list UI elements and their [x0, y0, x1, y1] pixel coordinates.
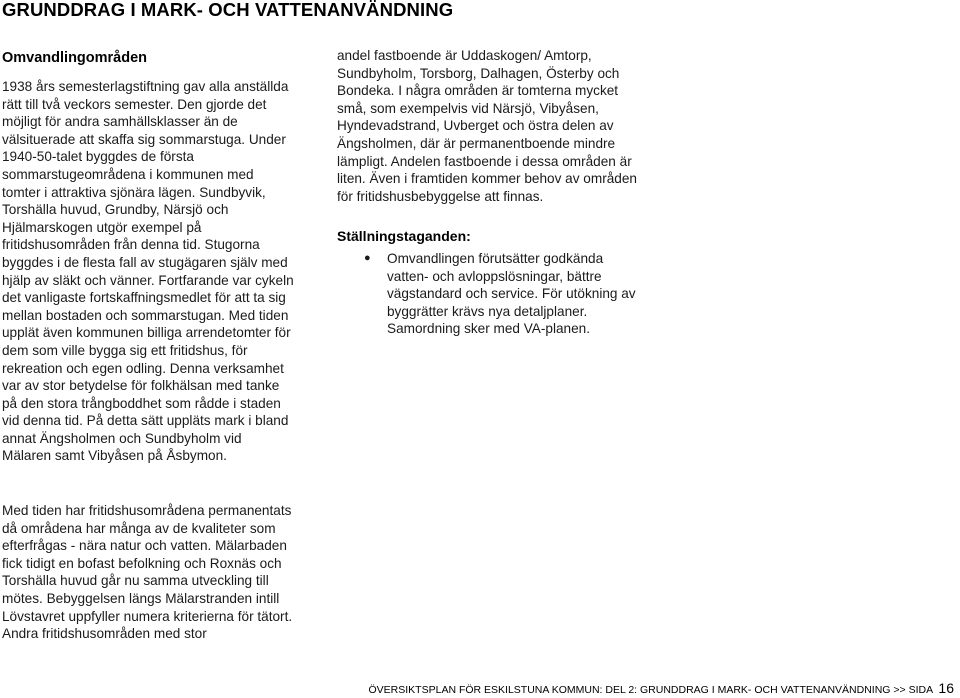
- paragraph-continuation: andel fastboende är Uddaskogen/ Amtorp, Sundbyholm, Torsborg, Dalhagen, Österby och Bondeka. I några områden är tomterna mycket små, som exempelvis vid Närsjö, Vibyåsen, Hyndevadstrand, Uvberget och östra delen av Ängsholmen, där är permanentboende mindre lämpligt. Andelen fastboende i dessa områden är liten. Även i framtiden kommer behov av områden för fritidshusbebyggelse att finnas.: [337, 48, 637, 204]
- list-item: [337, 250, 637, 338]
- positions-heading: Ställningstaganden:: [337, 228, 471, 245]
- paragraph-history: 1938 års semesterlagstiftning gav alla anställda rätt till två veckors semester. Den gjorde det möjligt för andra samhällsklasser än de välsituerade att skaffa sig sommarstuga. Under 1940-50-talet byggdes de första sommarstugeområdena i kommunen med tomter i attraktiva sjönära lägen. Sundbyvik, Torshälla huvud, Grundby, Närsjö och Hjälmarskogen utgör exempel på fritidshusområden från denna tid. Stugorna byggdes i de flesta fall av stugägaren själv med hjälp av släkt och vänner. Fortfarande var cykeln det vanligaste fortskaffningsmedlet för att ta sig mellan bostaden och sommarstugan. Med tiden upplät även kommunen billiga arrendetomter för dem som ville bygga sig ett fritidshus, för rekreation och egen odling. Denna verksamhet var av stor betydelse för folkhälsan med tanke på den stora trångboddhet som rådde i staden vid denna tid. På detta sätt uppläts mark i bland annat Ängsholmen och Sundbyholm vid Mälaren samt Vibyåsen på Åsbymon.: [2, 79, 294, 464]
- right-text-column: [337, 47, 637, 338]
- paragraph-permanentation: Med tiden har fritidshusområdena permanentats då områdena har många av de kvaliteter som efterfrågas - nära natur och vatten. Mälarbaden fick tidigt en bofast befolkning och Roxnäs och Torshälla huvud går nu samma utveckling till mötes. Bebyggelsen längs Mälarstranden intill Lövstavret uppfyller numera kriterierna för tätort. Andra fritidshusområden med stor: [2, 503, 293, 642]
- left-text-column: [2, 78, 294, 465]
- positions-list: [337, 250, 637, 338]
- bullet-icon: ●: [364, 251, 371, 264]
- page-header-title: GRUNDDRAG I MARK- OCH VATTENANVÄNDNING: [2, 0, 454, 20]
- footer-text: ÖVERSIKTSPLAN FÖR ESKILSTUNA KOMMUN: DEL 2: GRUNDDRAG I MARK- OCH VATTENANVÄNDNING >> SIDA: [368, 684, 933, 696]
- page-number: 16: [938, 680, 954, 696]
- section-heading: Omvandlingområden: [2, 50, 148, 66]
- bottom-text-column: [2, 502, 294, 643]
- list-item-text: Omvandlingen förutsätter godkända vatten- och avloppslösningar, bättre vägstandard och service. För utökning av byggrätter krävs nya detaljplaner. Samordning sker med VA-planen.: [387, 250, 636, 337]
- page-footer: [369, 681, 955, 697]
